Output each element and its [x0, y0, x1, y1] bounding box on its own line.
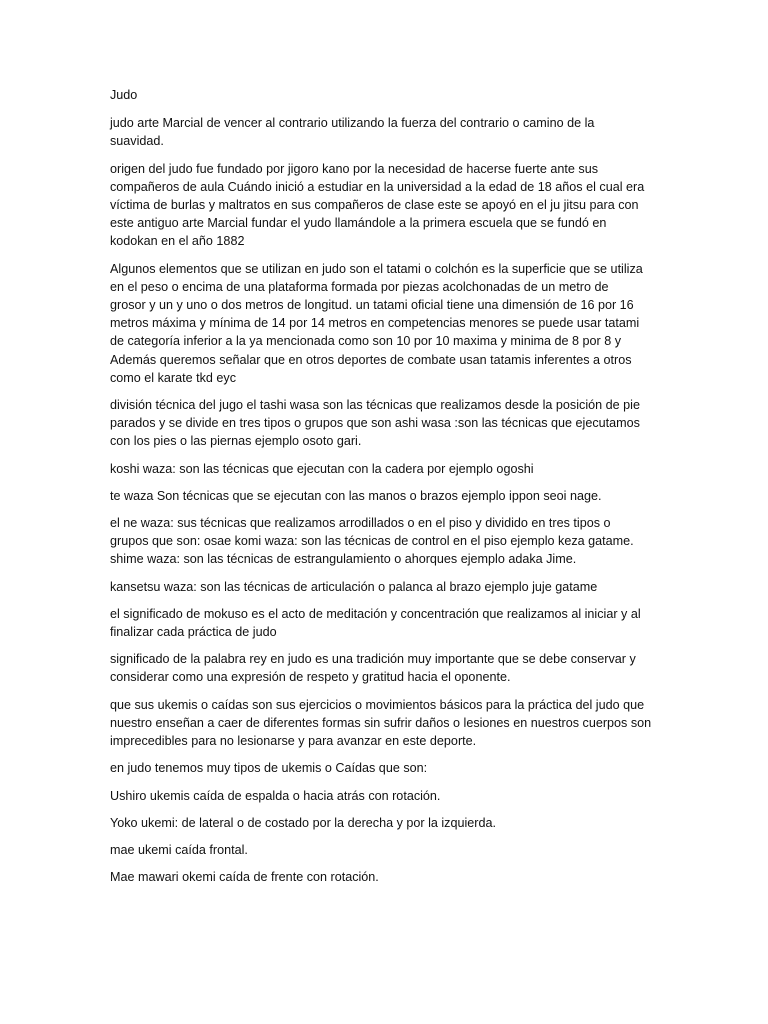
paragraph-line: Ushiro ukemis caída de espalda o hacia atrás con rotación. — [110, 788, 441, 803]
paragraph — [110, 650, 658, 686]
paragraph-line: parados y se divide en tres tipos o grupos que son ashi wasa :son las técnicas que ejecutamos — [110, 416, 640, 431]
paragraph-line: suavidad. — [110, 134, 164, 149]
paragraph-line: este antiguo arte Marcial fundar el yudo llamándole a la primera escuela que se fundó en — [110, 216, 607, 231]
paragraph-line: Yoko ukemi: de lateral o de costado por la derecha y por la izquierda. — [110, 815, 496, 830]
paragraph — [110, 814, 658, 832]
paragraph-line: víctima de burlas y maltratos en sus compañeros de clase este se apoyó en el ju jitsu para con — [110, 198, 639, 213]
paragraph-line: Además queremos señalar que en otros deportes de combate usan tatamis inferentes a otros — [110, 352, 632, 367]
paragraph — [110, 605, 658, 641]
paragraph-line: kansetsu waza: son las técnicas de articulación o palanca al brazo ejemplo juje gatame — [110, 579, 598, 594]
paragraph — [110, 460, 658, 478]
paragraph-line: nuestro enseñan a caer de diferentes formas sin sufrir daños o lesiones en nuestros cuerpos son — [110, 715, 652, 730]
paragraph-line: kodokan en el año 1882 — [110, 234, 245, 249]
paragraph-line: judo arte Marcial de vencer al contrario utilizando la fuerza del contrario o camino de la — [110, 116, 595, 131]
paragraph-line: origen del judo fue fundado por jigoro kano por la necesidad de hacerse fuerte ante sus — [110, 161, 598, 176]
paragraph — [110, 841, 658, 859]
paragraph — [110, 514, 658, 569]
paragraph-line: finalizar cada práctica de judo — [110, 625, 277, 640]
paragraph-line: en el peso o encima de una plataforma formada por piezas acolchonadas de un metro de — [110, 279, 609, 294]
paragraph — [110, 487, 658, 505]
paragraph — [110, 396, 658, 451]
paragraph-line: con los pies o las piernas ejemplo osoto gari. — [110, 434, 362, 449]
paragraph — [110, 868, 658, 886]
paragraph-line: significado de la palabra rey en judo es una tradición muy importante que se debe conservar y — [110, 652, 636, 667]
paragraph-line: te waza Son técnicas que se ejecutan con las manos o brazos ejemplo ippon seoi nage. — [110, 488, 602, 503]
document-title: Judo — [110, 88, 138, 102]
paragraph-line: división técnica del jugo el tashi wasa son las técnicas que realizamos desde la posición de pie — [110, 398, 640, 413]
paragraph — [110, 787, 658, 805]
paragraph — [110, 578, 658, 596]
document-body — [110, 86, 658, 895]
paragraph-line: de categoría inferior a la ya mencionada como son 10 por 10 maxima y minima de 8 por 8 y — [110, 334, 622, 349]
paragraph-line: Mae mawari okemi caída de frente con rotación. — [110, 870, 379, 885]
paragraph-line: en judo tenemos muy tipos de ukemis o Caídas que son: — [110, 761, 428, 776]
paragraph-list — [110, 114, 658, 886]
paragraph — [110, 696, 658, 751]
paragraph-line: grosor y un y uno o dos metros de longitud. un tatami oficial tiene una dimensión de 16 por 16 — [110, 298, 634, 313]
paragraph-line: shime waza: son las técnicas de estrangulamiento o ahorques ejemplo adaka Jime. — [110, 552, 577, 567]
paragraph-line: koshi waza: son las técnicas que ejecutan con la cadera por ejemplo ogoshi — [110, 461, 534, 476]
paragraph — [110, 114, 658, 150]
paragraph-line: el significado de mokuso es el acto de meditación y concentración que realizamos al iniciar y al — [110, 606, 641, 621]
paragraph-line: mae ukemi caída frontal. — [110, 842, 248, 857]
paragraph-line: que sus ukemis o caídas son sus ejercicios o movimientos básicos para la práctica del judo que — [110, 697, 645, 712]
paragraph-line: el ne waza: sus técnicas que realizamos arrodillados o en el piso y dividido en tres tipos o — [110, 516, 611, 531]
paragraph-line: considerar como una expresión de respeto y gratitud hacia el oponente. — [110, 670, 511, 685]
paragraph-line: imprecedibles para no lesionarse y para avanzar en este deporte. — [110, 734, 477, 749]
paragraph-line: Algunos elementos que se utilizan en judo son el tatami o colchón es la superficie que se utiliza — [110, 261, 643, 276]
paragraph — [110, 160, 658, 251]
paragraph — [110, 260, 658, 387]
paragraph-line: compañeros de aula Cuándo inició a estudiar en la universidad a la edad de 18 años el cual era — [110, 179, 645, 194]
paragraph-line: como el karate tkd eyc — [110, 370, 236, 385]
paragraph-line: grupos que son: osae komi waza: son las técnicas de control en el piso ejemplo keza gatame. — [110, 534, 634, 549]
paragraph — [110, 759, 658, 777]
paragraph-line: metros máxima y mínima de 14 por 14 metros en competencias menores se puede usar tatami — [110, 316, 640, 331]
